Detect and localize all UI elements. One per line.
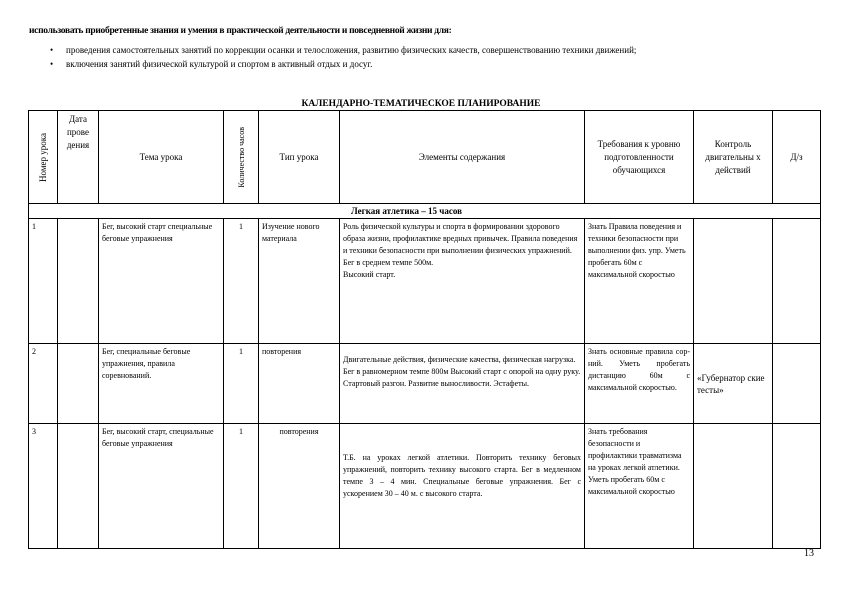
cell-requirements: Знать Правила поведения и техники безопасности при выполнении физ. упр. Уметь пробегать 60м с максимальной скоростью	[585, 219, 694, 344]
document-page: использовать приобретенные знания и умения в практической деятельности и повседневной жизни для: • проведения самостоятельных занятий по коррекции осанки и телосложения, развитию физических качеств, совершенствованию техники движений; • включения занятий физической культурой и спортом в активный отдых и досуг. КАЛЕНДАРНО-ТЕМАТИЧЕСКОЕ ПЛАНИРОВАНИЕ Номер урока Дата прове дения Тема урока Количество часов Тип урока Элементы содержания Требования к уровню подготовленности обучающихся Контроль двигательны х действий Д/з Легкая атлетика – 15 часов 1 Бег, высокий старт специальные беговые упражнения 1 Изучение нового материала Роль физической культуры и спорта в формировании здорового образа жизни, профилактике вредных привычек. Правила поведения и техники безопасности при выполнении физических упражнений. Бег в среднем темпе 500м. Высокий старт. Знать Правила поведения и техники безопасности при выполнении физ. упр. Уметь пробегать 60м с максимальной скоростью 2 Бег, специальные беговые упражнения, правила соревнований. 1 повторения Двигательные действия, физические качества, физическая нагрузка. Бег в равномерном темпе 800м Высокий старт с опорой на одну руку. Стартовый разгон. Развитие выносливости. Эстафеты. Знать основные правила сор-ний. Уметь пробегать дистанцию 60м с максимальной скоростью. «Губернатор ские тесты» 3 Бег, высокий старт, специальные беговые упражнения 1 повторения Т.Б. на уроках легкой атлетики. Повторить технику беговых упражнений, повторить технику высокого старта. Бег в медленном темпе 3 – 4 мин. Специальные беговые упражнения. Бег с ускорением 30 – 40 м. с высокого старта. Знать требования безопасности и профилактики травматизма на уроках легкой атлетики. Уметь пробегать 60м с максимальной скоростью 13	[0, 0, 842, 595]
cell-date	[58, 219, 99, 344]
section-title: Легкая атлетика – 15 часов	[29, 204, 821, 219]
cell-type: Изучение нового материала	[259, 219, 340, 344]
cell-control	[694, 219, 773, 344]
header-cell: Контроль двигательны х действий	[694, 111, 773, 204]
planning-table	[28, 110, 821, 549]
cell-type: повторения	[259, 424, 340, 549]
cell-homework	[773, 344, 821, 424]
header-row	[29, 111, 821, 204]
cell-num: 2	[29, 344, 58, 424]
cell-topic: Бег, высокий старт специальные беговые упражнения	[99, 219, 224, 344]
header-cell: Количество часов	[224, 111, 259, 204]
header-cell: Дата прове дения	[58, 111, 99, 204]
cell-homework	[773, 424, 821, 549]
cell-homework	[773, 219, 821, 344]
cell-hours: 1	[224, 219, 259, 344]
cell-topic: Бег, высокий старт, специальные беговые упражнения	[99, 424, 224, 549]
cell-topic: Бег, специальные беговые упражнения, правила соревнований.	[99, 344, 224, 424]
page-number: 13	[804, 548, 814, 559]
bullet-icon: •	[50, 59, 54, 69]
table-title: КАЛЕНДАРНО-ТЕМАТИЧЕСКОЕ ПЛАНИРОВАНИЕ	[301, 99, 541, 109]
header-cell: Тема урока	[99, 111, 224, 204]
table-row	[29, 424, 821, 549]
cell-content: Роль физической культуры и спорта в формировании здорового образа жизни, профилактике вредных привычек. Правила поведения и техники безопасности при выполнении физических упражнений. Бег в среднем темпе 500м. Высокий старт.	[340, 219, 585, 344]
header-cell: Требования к уровню подготовленности обучающихся	[585, 111, 694, 204]
cell-hours: 1	[224, 424, 259, 549]
cell-requirements: Знать требования безопасности и профилактики травматизма на уроках легкой атлетики. Уметь пробегать 60м с максимальной скоростью	[585, 424, 694, 549]
header-cell: Номер урока	[29, 111, 58, 204]
cell-content: Т.Б. на уроках легкой атлетики. Повторить технику беговых упражнений, повторить технику высокого старта. Бег в медленном темпе 3 – 4 мин. Специальные беговые упражнения. Бег с ускорением 30 – 40 м. с высокого старта.	[340, 424, 585, 549]
cell-control: «Губернатор ские тесты»	[694, 344, 773, 424]
cell-date	[58, 424, 99, 549]
cell-num: 1	[29, 219, 58, 344]
intro-text: использовать приобретенные знания и умения в практической деятельности и повседневной жизни для:	[29, 26, 452, 36]
cell-content: Двигательные действия, физические качества, физическая нагрузка. Бег в равномерном темпе 800м Высокий старт с опорой на одну руку. Стартовый разгон. Развитие выносливости. Эстафеты.	[340, 344, 585, 424]
cell-type: повторения	[259, 344, 340, 424]
header-cell: Элементы содержания	[340, 111, 585, 204]
cell-requirements: Знать основные правила сор-ний. Уметь пробегать дистанцию 60м с максимальной скоростью.	[585, 344, 694, 424]
cell-hours: 1	[224, 344, 259, 424]
section-row	[29, 204, 821, 219]
cell-date	[58, 344, 99, 424]
table-row	[29, 219, 821, 344]
cell-num: 3	[29, 424, 58, 549]
cell-control	[694, 424, 773, 549]
header-cell: Д/з	[773, 111, 821, 204]
table-row	[29, 344, 821, 424]
header-cell: Тип урока	[259, 111, 340, 204]
bullet-icon: •	[50, 45, 54, 55]
